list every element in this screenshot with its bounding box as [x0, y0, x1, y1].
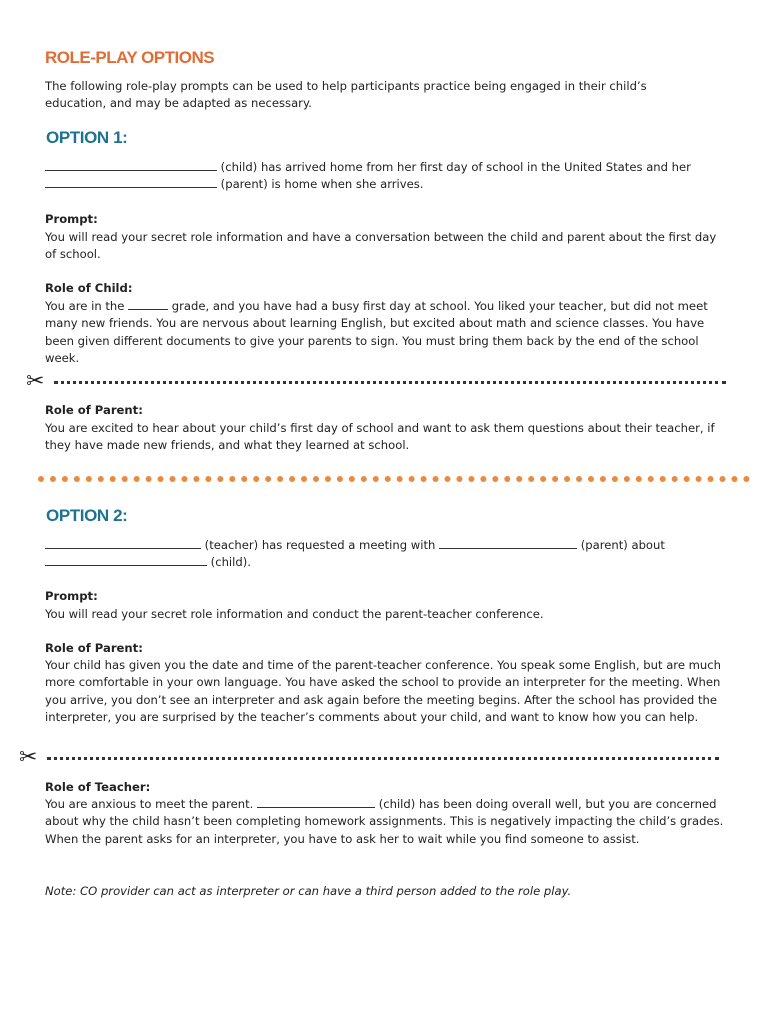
child-text-start: You are in the [45, 299, 129, 313]
scissors-icon: ✂ [26, 369, 45, 394]
fill-in-blank [257, 796, 375, 808]
cut-line [54, 381, 726, 384]
option-2-parent-label: Role of Parent: [45, 641, 143, 655]
option-2-setup [45, 537, 735, 572]
fill-in-blank [45, 159, 217, 171]
option-1-parent-text: You are excited to hear about your child’s first day of school and want to ask them questions about their teacher, if they have made new friends, and what they learned at school. [45, 421, 715, 453]
page-title: ROLE-PLAY OPTIONS [45, 48, 215, 67]
intro-text: The following role-play prompts can be used to help participants practice being engaged in their child’s education, and may be adapted as necessary. [45, 79, 647, 111]
cut-line [47, 757, 719, 760]
option-1-prompt-text: You will read your secret role information and have a conversation between the child and parent about the first day of school. [45, 230, 717, 262]
option-1-heading: OPTION 1: [46, 128, 128, 147]
scissors-icon: ✂ [19, 745, 38, 770]
option-1-setup [45, 159, 735, 194]
option-2-line-1-text-a: (teacher) has requested a meeting with [201, 538, 440, 552]
fill-in-blank [439, 537, 577, 549]
option-1-setup-line-2 [45, 176, 735, 193]
fill-in-blank [45, 554, 207, 566]
option-1-child-label: Role of Child: [45, 281, 133, 295]
option-2-setup-line-1 [45, 537, 735, 554]
option-1-setup-line-1 [45, 159, 735, 176]
option-2-parent-text: Your child has given you the date and time of the parent-teacher conference. You speak some English, but are much more comfortable in your own language. You have asked the school to provide an interpreter for the meeting. When you arrive, you don’t see an interpreter and ask again before the meeting begins. After the school has provided the interpreter, you are surprised by the teacher’s comments about your child, and want to know how you can help. [45, 658, 722, 724]
section-divider [38, 476, 750, 482]
option-1-line-2-text: (parent) is home when she arrives. [217, 177, 424, 192]
option-2-line-2-text: (child). [207, 555, 251, 570]
option-2-line-1-text-b: (parent) about [577, 538, 665, 552]
option-1-parent-label: Role of Parent: [45, 403, 143, 417]
option-2-teacher-text [45, 796, 725, 848]
option-1-line-1-text: (child) has arrived home from her first day of school in the United States and her [217, 160, 691, 174]
teacher-text-rest: (child) has been doing overall well, but you are concerned about why the child hasn’t been completing homework assignments. This is negatively impacting the child’s grades. When the parent asks for an interpreter, you have to ask her to wait while you find someone to assist. [45, 797, 724, 846]
option-2-setup-line-2 [45, 554, 735, 571]
option-2-heading: OPTION 2: [46, 506, 128, 525]
option-1-prompt-label: Prompt: [45, 212, 98, 226]
teacher-text-start: You are anxious to meet the parent. [45, 797, 258, 811]
option-2-teacher-label: Role of Teacher: [45, 780, 151, 794]
fill-in-blank [45, 176, 217, 188]
provider-note: Note: CO provider can act as interpreter or can have a third person added to the role play. [45, 884, 572, 898]
option-1-child-text [45, 298, 725, 367]
option-2-prompt-text: You will read your secret role information and conduct the parent-teacher conference. [45, 607, 544, 621]
fill-in-blank [45, 537, 201, 549]
fill-in-blank [128, 298, 168, 310]
child-text-rest: grade, and you have had a busy first day at school. You liked your teacher, but did not meet many new friends. You are nervous about learning English, but excited about math and science classes. You have been given different documents to give your parents to sign. You must bring them back by the end of the school week. [45, 299, 708, 365]
option-2-prompt-label: Prompt: [45, 589, 98, 603]
